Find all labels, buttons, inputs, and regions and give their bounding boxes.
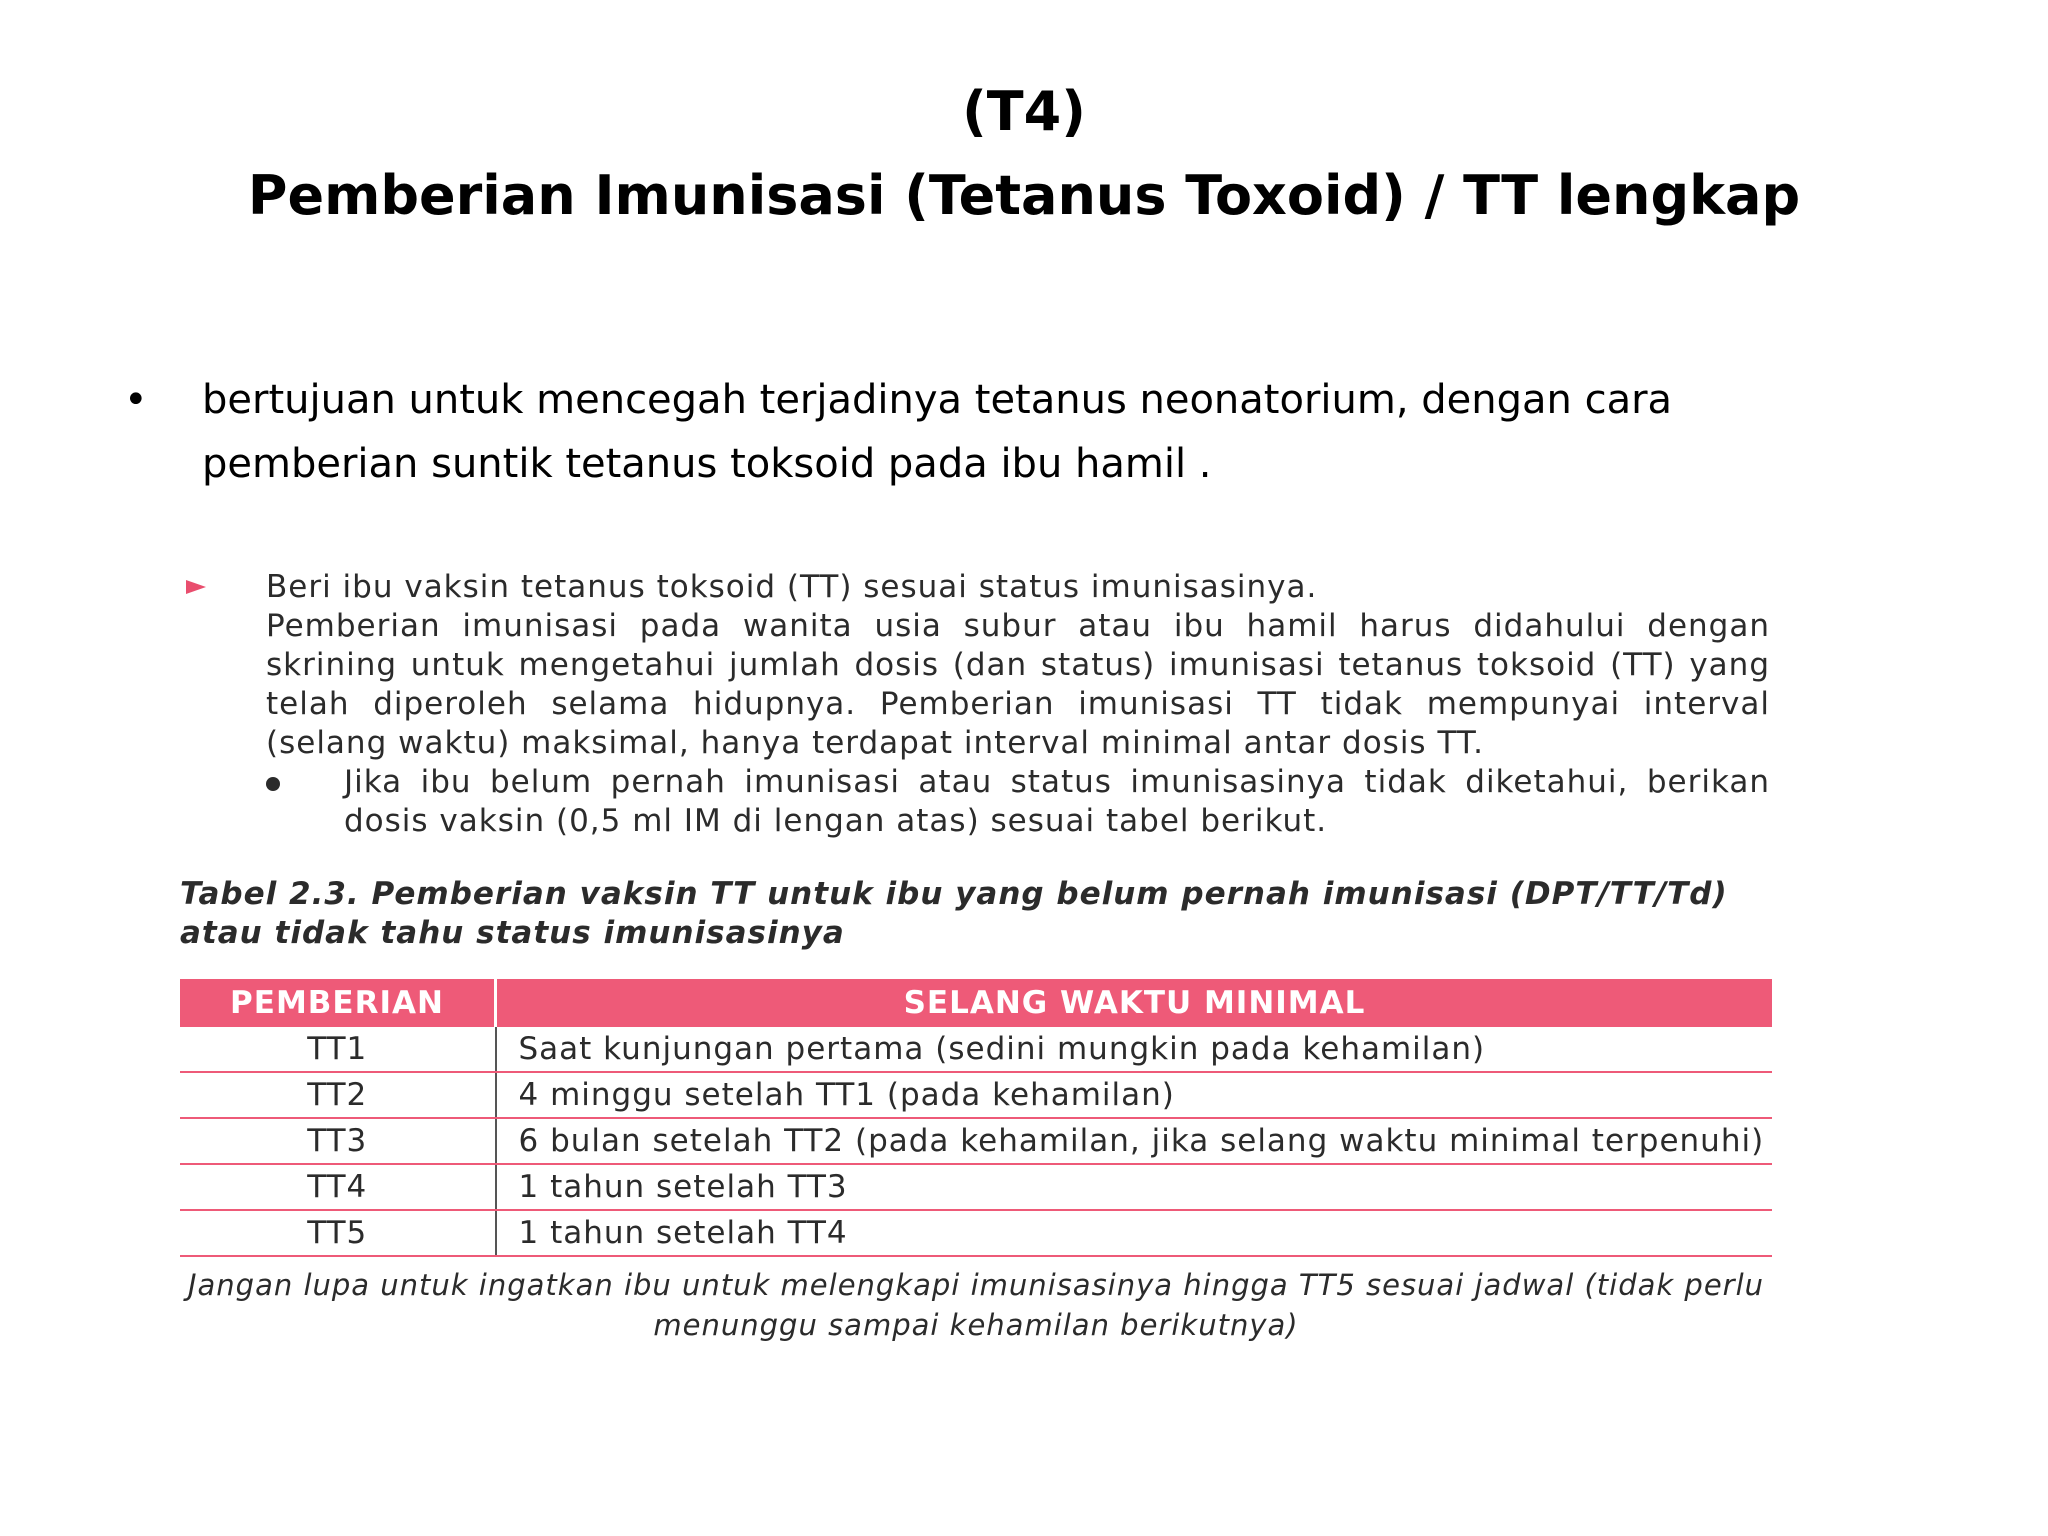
cell-dose: TT5 (180, 1210, 496, 1256)
cell-interval: 1 tahun setelah TT3 (496, 1164, 1773, 1210)
table-row (180, 1118, 1772, 1164)
header-selang-waktu: SELANG WAKTU MINIMAL (496, 979, 1773, 1027)
excerpt-first-line: Beri ibu vaksin tetanus toksoid (TT) sesuai status imunisasinya. (266, 569, 1318, 605)
bullet-symbol: • (124, 377, 148, 423)
cell-dose: TT1 (180, 1027, 496, 1072)
sub-bullet-text: Jika ibu belum pernah imunisasi atau status imunisasinya tidak diketahui, berikan dosis vaksin (0,5 ml IM di lengan atas) sesuai tabel berikut. (344, 764, 1770, 839)
excerpt-sub-bullet (266, 763, 1770, 841)
table-footnote: Jangan lupa untuk ingatkan ibu untuk melengkapi imunisasinya hingga TT5 sesuai jadwal (tidak perlu menunggu sampai kehamilan berikutnya) (187, 1268, 1765, 1342)
table-row (180, 1072, 1772, 1118)
cell-interval: Saat kunjungan pertama (sedini mungkin pada kehamilan) (496, 1027, 1773, 1072)
table-header-row (180, 979, 1772, 1027)
arrow-right-icon (186, 580, 206, 594)
bullet-text: bertujuan untuk mencegah terjadinya tetanus neonatorium, dengan cara pemberian suntik tetanus toksoid pada ibu hamil . (202, 377, 1673, 487)
cell-interval: 6 bulan setelah TT2 (pada kehamilan, jika selang waktu minimal terpenuhi) (496, 1118, 1773, 1164)
cell-dose: TT2 (180, 1072, 496, 1118)
cell-dose: TT4 (180, 1164, 496, 1210)
sub-bullet-dot-icon (266, 777, 280, 791)
title-line-1: (T4) (962, 80, 1086, 143)
main-bullet (124, 368, 1764, 496)
excerpt-body: Pemberian imunisasi pada wanita usia subur atau ibu hamil harus didahului dengan skrining untuk mengetahui jumlah dosis (dan status) imunisasi tetanus toksoid (TT) yang telah diperoleh selama hidupnya. Pemberian imunisasi TT tidak mempunyai interval (selang waktu) maksimal, hanya terdapat interval minimal antar dosis TT. (266, 608, 1770, 761)
excerpt-paragraph (180, 568, 1770, 841)
scanned-excerpt (180, 568, 1770, 1345)
cell-interval: 1 tahun setelah TT4 (496, 1210, 1773, 1256)
table-row (180, 1164, 1772, 1210)
cell-interval: 4 minggu setelah TT1 (pada kehamilan) (496, 1072, 1773, 1118)
table-caption: Tabel 2.3. Pemberian vaksin TT untuk ibu yang belum pernah imunisasi (DPT/TT/Td) atau tidak tahu status imunisasinya (180, 876, 1728, 951)
table-row (180, 1027, 1772, 1072)
title-line-2: Pemberian Imunisasi (Tetanus Toxoid) / TT lengkap (247, 164, 1801, 227)
tt-schedule-table (180, 979, 1772, 1257)
table-row (180, 1210, 1772, 1256)
cell-dose: TT3 (180, 1118, 496, 1164)
header-pemberian: PEMBERIAN (180, 979, 496, 1027)
slide-title (0, 70, 2048, 238)
